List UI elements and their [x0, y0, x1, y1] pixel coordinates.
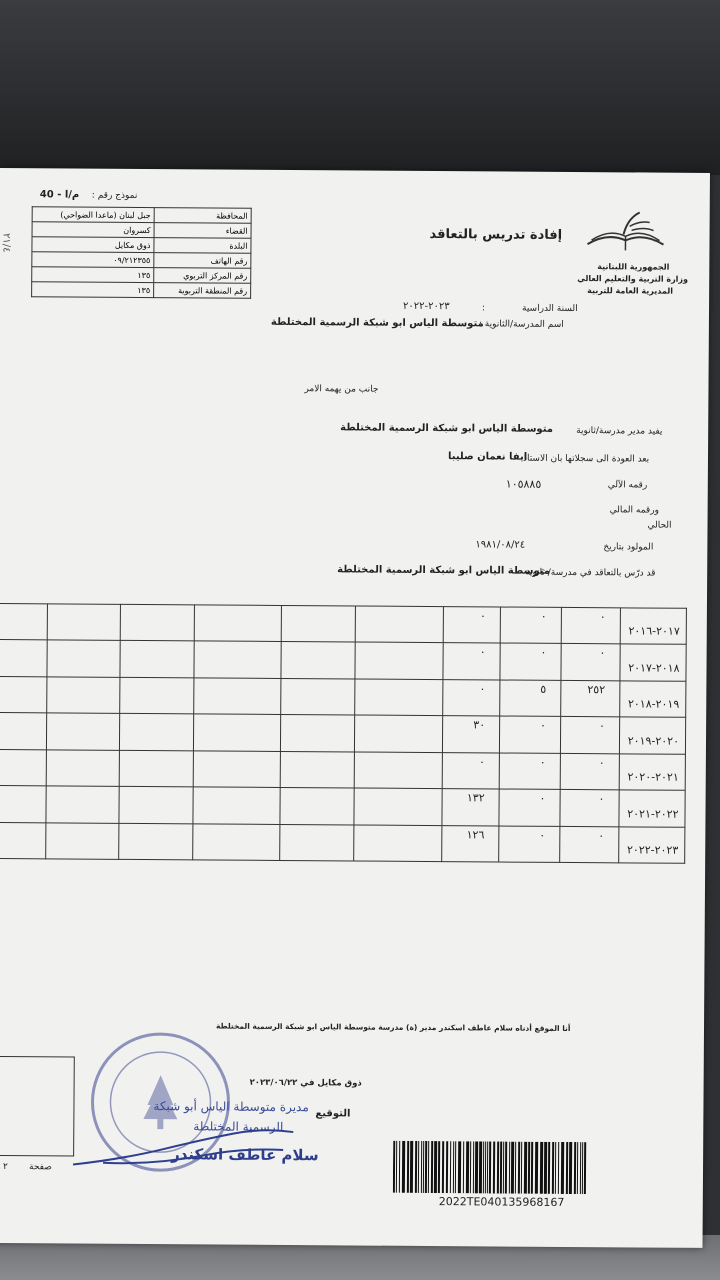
table-cell: [47, 604, 121, 641]
barcode-bar: [399, 1141, 400, 1193]
year-text: ٢٠٢١-٢٠٢٠: [627, 770, 679, 784]
cell-value: ٢٥٢: [587, 682, 606, 697]
table-cell: [442, 752, 499, 789]
table-cell: [0, 603, 47, 640]
barcode-bar: [421, 1141, 422, 1193]
table-cell: [561, 607, 620, 644]
table-cell: [355, 679, 443, 716]
table-cell: [354, 825, 442, 862]
barcode-bar: [393, 1141, 395, 1193]
financial-number-label: ورقمه المالي: [609, 505, 659, 516]
info-value: ٠٩/٢١٢٣٥٥: [32, 252, 154, 268]
table-cell: [281, 715, 355, 752]
barcode-bar: [438, 1141, 440, 1193]
page-number: ٢: [2, 1162, 8, 1173]
barcode-bar: [528, 1142, 530, 1194]
cell-value: ٠: [539, 719, 546, 733]
declaration-text: أنا الموقع أدناه سلام عاطف اسكندر مدير (ة) مدرسة متوسطة الياس ابو شبكة الرسمية المختلطة: [215, 1021, 571, 1034]
table-cell: [119, 750, 193, 787]
barcode-bar: [497, 1141, 499, 1193]
school-year-value: ٢٠٢٣-٢٠٢٢: [403, 300, 450, 313]
barcode-bar: [453, 1141, 454, 1193]
year-cell: [620, 608, 686, 645]
table-row: [0, 603, 686, 644]
cell-value: ٠: [478, 755, 485, 769]
table-cell: [443, 643, 500, 680]
barcode-bar: [558, 1142, 559, 1194]
year-text: ٢٠١٨-٢٠١٧: [628, 661, 680, 675]
table-cell: [193, 641, 281, 678]
table-cell: [559, 826, 618, 863]
barcode-bar: [446, 1141, 448, 1193]
info-label: رقم المركز التربوي: [154, 268, 251, 284]
info-value: جبل لبنان (ماعدا الضواحي): [32, 207, 154, 223]
barcode-bar: [544, 1142, 547, 1194]
school-name-label: اسم المدرسة/الثانوية :: [478, 319, 564, 330]
table-cell: [354, 715, 442, 752]
cell-value: ٠: [598, 719, 605, 733]
table-cell: [193, 678, 281, 715]
table-cell: [120, 604, 194, 641]
table-cell: [281, 678, 355, 715]
location-info-table: [31, 206, 252, 299]
barcode-bar: [566, 1142, 568, 1194]
taught-school: متوسطة الياس ابو شبكة الرسمية المختلطة: [337, 564, 551, 577]
table-cell: [192, 787, 280, 824]
document-title: إفادة تدريس بالتعاقد: [429, 227, 563, 243]
info-label: المحافظة: [154, 208, 251, 224]
table-cell: [0, 713, 46, 750]
barcode-bar: [574, 1142, 576, 1194]
cell-value: ٠: [539, 755, 546, 769]
table-cell: [442, 825, 499, 862]
info-row: [32, 267, 251, 284]
table-cell: [442, 716, 499, 753]
org-line-2: وزارة التربية والتعليم العالي: [577, 274, 689, 284]
year-text: ٢٠١٩-٢٠١٨: [627, 697, 680, 712]
form-number-value: 40 - م/ا: [39, 189, 80, 201]
info-row: [32, 282, 251, 299]
barcode-bar: [540, 1142, 543, 1194]
cell-value: ١٢٦: [466, 827, 485, 841]
barcode-icon: [393, 1141, 589, 1194]
org-line-1: الجمهورية اللبنانية: [597, 262, 670, 272]
table-cell: [46, 677, 120, 714]
barcode-bar: [479, 1141, 482, 1193]
cell-value: ٠: [479, 645, 486, 659]
signature-scribble-icon: [63, 1118, 323, 1180]
table-cell: [46, 786, 120, 823]
table-cell: [499, 716, 560, 753]
cell-value: ٠: [539, 828, 546, 842]
barcode-bar: [442, 1141, 444, 1193]
barcode-bar: [485, 1141, 486, 1193]
cell-value: ٣٠: [473, 718, 486, 732]
form-number-label: نموذج رقم :: [91, 190, 138, 201]
document-page: [0, 168, 710, 1248]
barcode-bar: [473, 1141, 474, 1193]
info-label: رقم المنطقة التربوية: [154, 283, 251, 299]
barcode-bar: [487, 1141, 488, 1193]
table-cell: [120, 641, 194, 678]
barcode-bar: [521, 1142, 522, 1194]
year-cell: [620, 644, 686, 681]
teaching-hours-table: [0, 603, 687, 864]
birth-date-value: ١٩٨١/٠٨/٢٤: [475, 539, 526, 551]
cell-value: ٠: [598, 828, 605, 842]
barcode-bar: [548, 1142, 550, 1194]
table-cell: [120, 677, 194, 714]
barcode-bar: [423, 1141, 424, 1193]
cell-value: ٠: [598, 792, 605, 806]
table-cell: [354, 788, 442, 825]
table-cell: [560, 790, 619, 827]
barcode-bar: [450, 1141, 451, 1193]
table-cell: [561, 644, 620, 681]
barcode-bar: [584, 1142, 586, 1194]
to-whom-it-may-concern: جانب من يهمه الامر: [304, 384, 379, 395]
barcode-bar: [428, 1141, 429, 1193]
table-cell: [499, 753, 560, 790]
barcode-bar: [577, 1142, 578, 1194]
info-value: ذوق مكايل: [32, 237, 154, 253]
barcode-bar: [509, 1142, 510, 1194]
barcode-bar: [531, 1142, 533, 1194]
cell-value: ٠: [599, 610, 606, 624]
table-cell: [560, 680, 619, 717]
table-cell: [46, 713, 120, 750]
table-cell: [442, 789, 499, 826]
taught-label: قد درّس بالتعاقد في مدرسة/ ثانوية: [525, 567, 656, 579]
barcode-bar: [518, 1142, 520, 1194]
table-cell: [193, 751, 281, 788]
table-cell: [0, 749, 46, 786]
table-cell: [0, 676, 47, 713]
barcode-bar: [470, 1141, 471, 1193]
barcode-bar: [515, 1142, 516, 1194]
year-cell: [619, 717, 685, 754]
table-cell: [193, 714, 281, 751]
barcode-bar: [431, 1141, 433, 1193]
barcode-bar: [425, 1141, 427, 1193]
table-cell: [47, 640, 121, 677]
barcode-bar: [407, 1141, 409, 1193]
table-cell: [500, 680, 561, 717]
cell-value: ٥: [540, 682, 547, 696]
barcode-bar: [396, 1141, 397, 1193]
barcode-bar: [582, 1142, 583, 1194]
background-top: [0, 0, 720, 175]
year-text: ٢٠٢٢-٢٠٢١: [627, 806, 679, 821]
margin-handwritten-note: ٢١/٤: [0, 233, 12, 253]
table-cell: [45, 822, 119, 859]
barcode-number: 2022TE040135968167: [438, 1195, 565, 1209]
handwritten-name: سلام عاطف اسكندر: [171, 1145, 319, 1165]
table-cell: [0, 640, 47, 677]
barcode-bar: [415, 1141, 417, 1193]
table-row: [0, 640, 686, 681]
barcode-bar: [493, 1141, 495, 1193]
table-cell: [281, 642, 355, 679]
table-cell: [280, 824, 354, 861]
barcode-bar: [475, 1141, 478, 1193]
page-label: صفحة: [28, 1162, 52, 1173]
year-text: ٢٠٢٠-٢٠١٩: [627, 734, 680, 748]
year-cell: [619, 681, 685, 718]
cell-value: ٠: [540, 646, 547, 660]
handwritten-line-1: مديرة متوسطة الياس أبو شبكة: [153, 1099, 309, 1115]
table-cell: [192, 823, 280, 860]
cell-value: ٠: [479, 609, 486, 623]
handwritten-line-2: الرسمية المختلطة: [193, 1119, 284, 1135]
info-row: [32, 252, 251, 269]
table-cell: [282, 605, 356, 642]
year-text: ٢٠٢٣-٢٠٢٢: [626, 843, 679, 857]
table-row: [0, 676, 686, 717]
year-cell: [619, 790, 685, 827]
table-cell: [0, 786, 46, 823]
table-cell: [560, 717, 619, 754]
auto-number-label: رقمه الآلي: [607, 480, 648, 491]
auto-number-value: ١٠٥٨٨٥: [505, 477, 542, 491]
table-cell: [443, 607, 500, 644]
info-value: ١٣٥: [32, 282, 154, 298]
cell-value: ٠: [599, 646, 606, 660]
table-cell: [280, 788, 354, 825]
info-label: البلدة: [154, 238, 251, 254]
info-value: كسروان: [32, 222, 154, 238]
table-row: [0, 749, 685, 790]
table-cell: [443, 679, 500, 716]
barcode-bar: [524, 1142, 527, 1194]
info-label: القضاء: [154, 223, 251, 239]
certifies-label: يفيد مدير مدرسة/ثانوية: [576, 426, 663, 437]
table-cell: [500, 643, 561, 680]
barcode-bar: [503, 1142, 504, 1194]
barcode-bar: [552, 1142, 554, 1194]
school-name-value: متوسطة الياس ابو شبكة الرسمية المختلطة: [270, 316, 484, 330]
barcode-bar: [535, 1142, 538, 1194]
barcode-bar: [489, 1141, 491, 1193]
year-text: ٢٠١٧-٢٠١٦: [628, 624, 680, 639]
table-row: [0, 822, 685, 863]
info-row: [32, 237, 251, 254]
barcode-bar: [500, 1142, 502, 1194]
year-cell: [619, 754, 685, 791]
cell-value: ٠: [540, 609, 547, 623]
cell-value: ١٣٢: [466, 791, 485, 805]
records-label: بعد العودة الى سجلاتها بان الاستاذ: [522, 453, 650, 465]
barcode-bar: [511, 1142, 514, 1194]
birth-date-label: المولود بتاريخ: [603, 542, 654, 553]
table-cell: [560, 753, 619, 790]
place-date: ذوق مكايل في ٢٠٢٣/٠٦/٢٢: [249, 1077, 362, 1089]
table-cell: [119, 823, 193, 860]
current-label: الحالي: [647, 520, 672, 531]
table-cell: [0, 822, 46, 859]
info-value: ١٣٥: [32, 267, 154, 283]
table-row: [0, 786, 685, 827]
ministry-logo-icon: [583, 210, 667, 257]
barcode-bar: [580, 1142, 581, 1194]
table-cell: [46, 750, 120, 787]
org-line-3: المديرية العامة للتربية: [587, 286, 674, 296]
barcode-bar: [561, 1142, 564, 1194]
barcode-bar: [410, 1141, 413, 1193]
table-cell: [355, 642, 443, 679]
barcode-bar: [458, 1141, 461, 1193]
barcode-bar: [466, 1141, 469, 1193]
barcode-bar: [402, 1141, 405, 1193]
table-cell: [119, 786, 193, 823]
table-cell: [354, 752, 442, 789]
school-year-separator: :: [481, 303, 486, 314]
table-row: [0, 713, 686, 754]
cell-value: ٠: [598, 755, 605, 769]
signature-label: التوقيع: [315, 1108, 351, 1120]
info-label: رقم الهاتف: [154, 253, 251, 269]
barcode-bar: [555, 1142, 556, 1194]
info-row: [32, 222, 251, 239]
barcode-bar: [418, 1141, 419, 1193]
year-cell: [618, 826, 684, 863]
barcode-bar: [505, 1142, 507, 1194]
teacher-name: ايفا نعمان صليبا: [447, 451, 528, 463]
barcode-bar: [463, 1141, 464, 1193]
cell-value: ٠: [479, 682, 486, 696]
info-row: [32, 207, 251, 224]
barcode-bar: [569, 1142, 572, 1194]
table-cell: [499, 789, 560, 826]
barcode-bar: [483, 1141, 484, 1193]
barcode-bar: [434, 1141, 437, 1193]
table-cell: [194, 605, 282, 642]
table-cell: [355, 606, 443, 643]
table-cell: [120, 714, 194, 751]
table-cell: [499, 826, 560, 863]
table-cell: [281, 751, 355, 788]
table-cell: [500, 607, 561, 644]
barcode-bar: [455, 1141, 456, 1193]
school-year-label: السنة الدراسية: [521, 303, 578, 315]
cell-value: ٠: [539, 791, 546, 805]
certifies-school: متوسطة الياس ابو شبكة الرسمية المختلطة: [340, 422, 554, 435]
